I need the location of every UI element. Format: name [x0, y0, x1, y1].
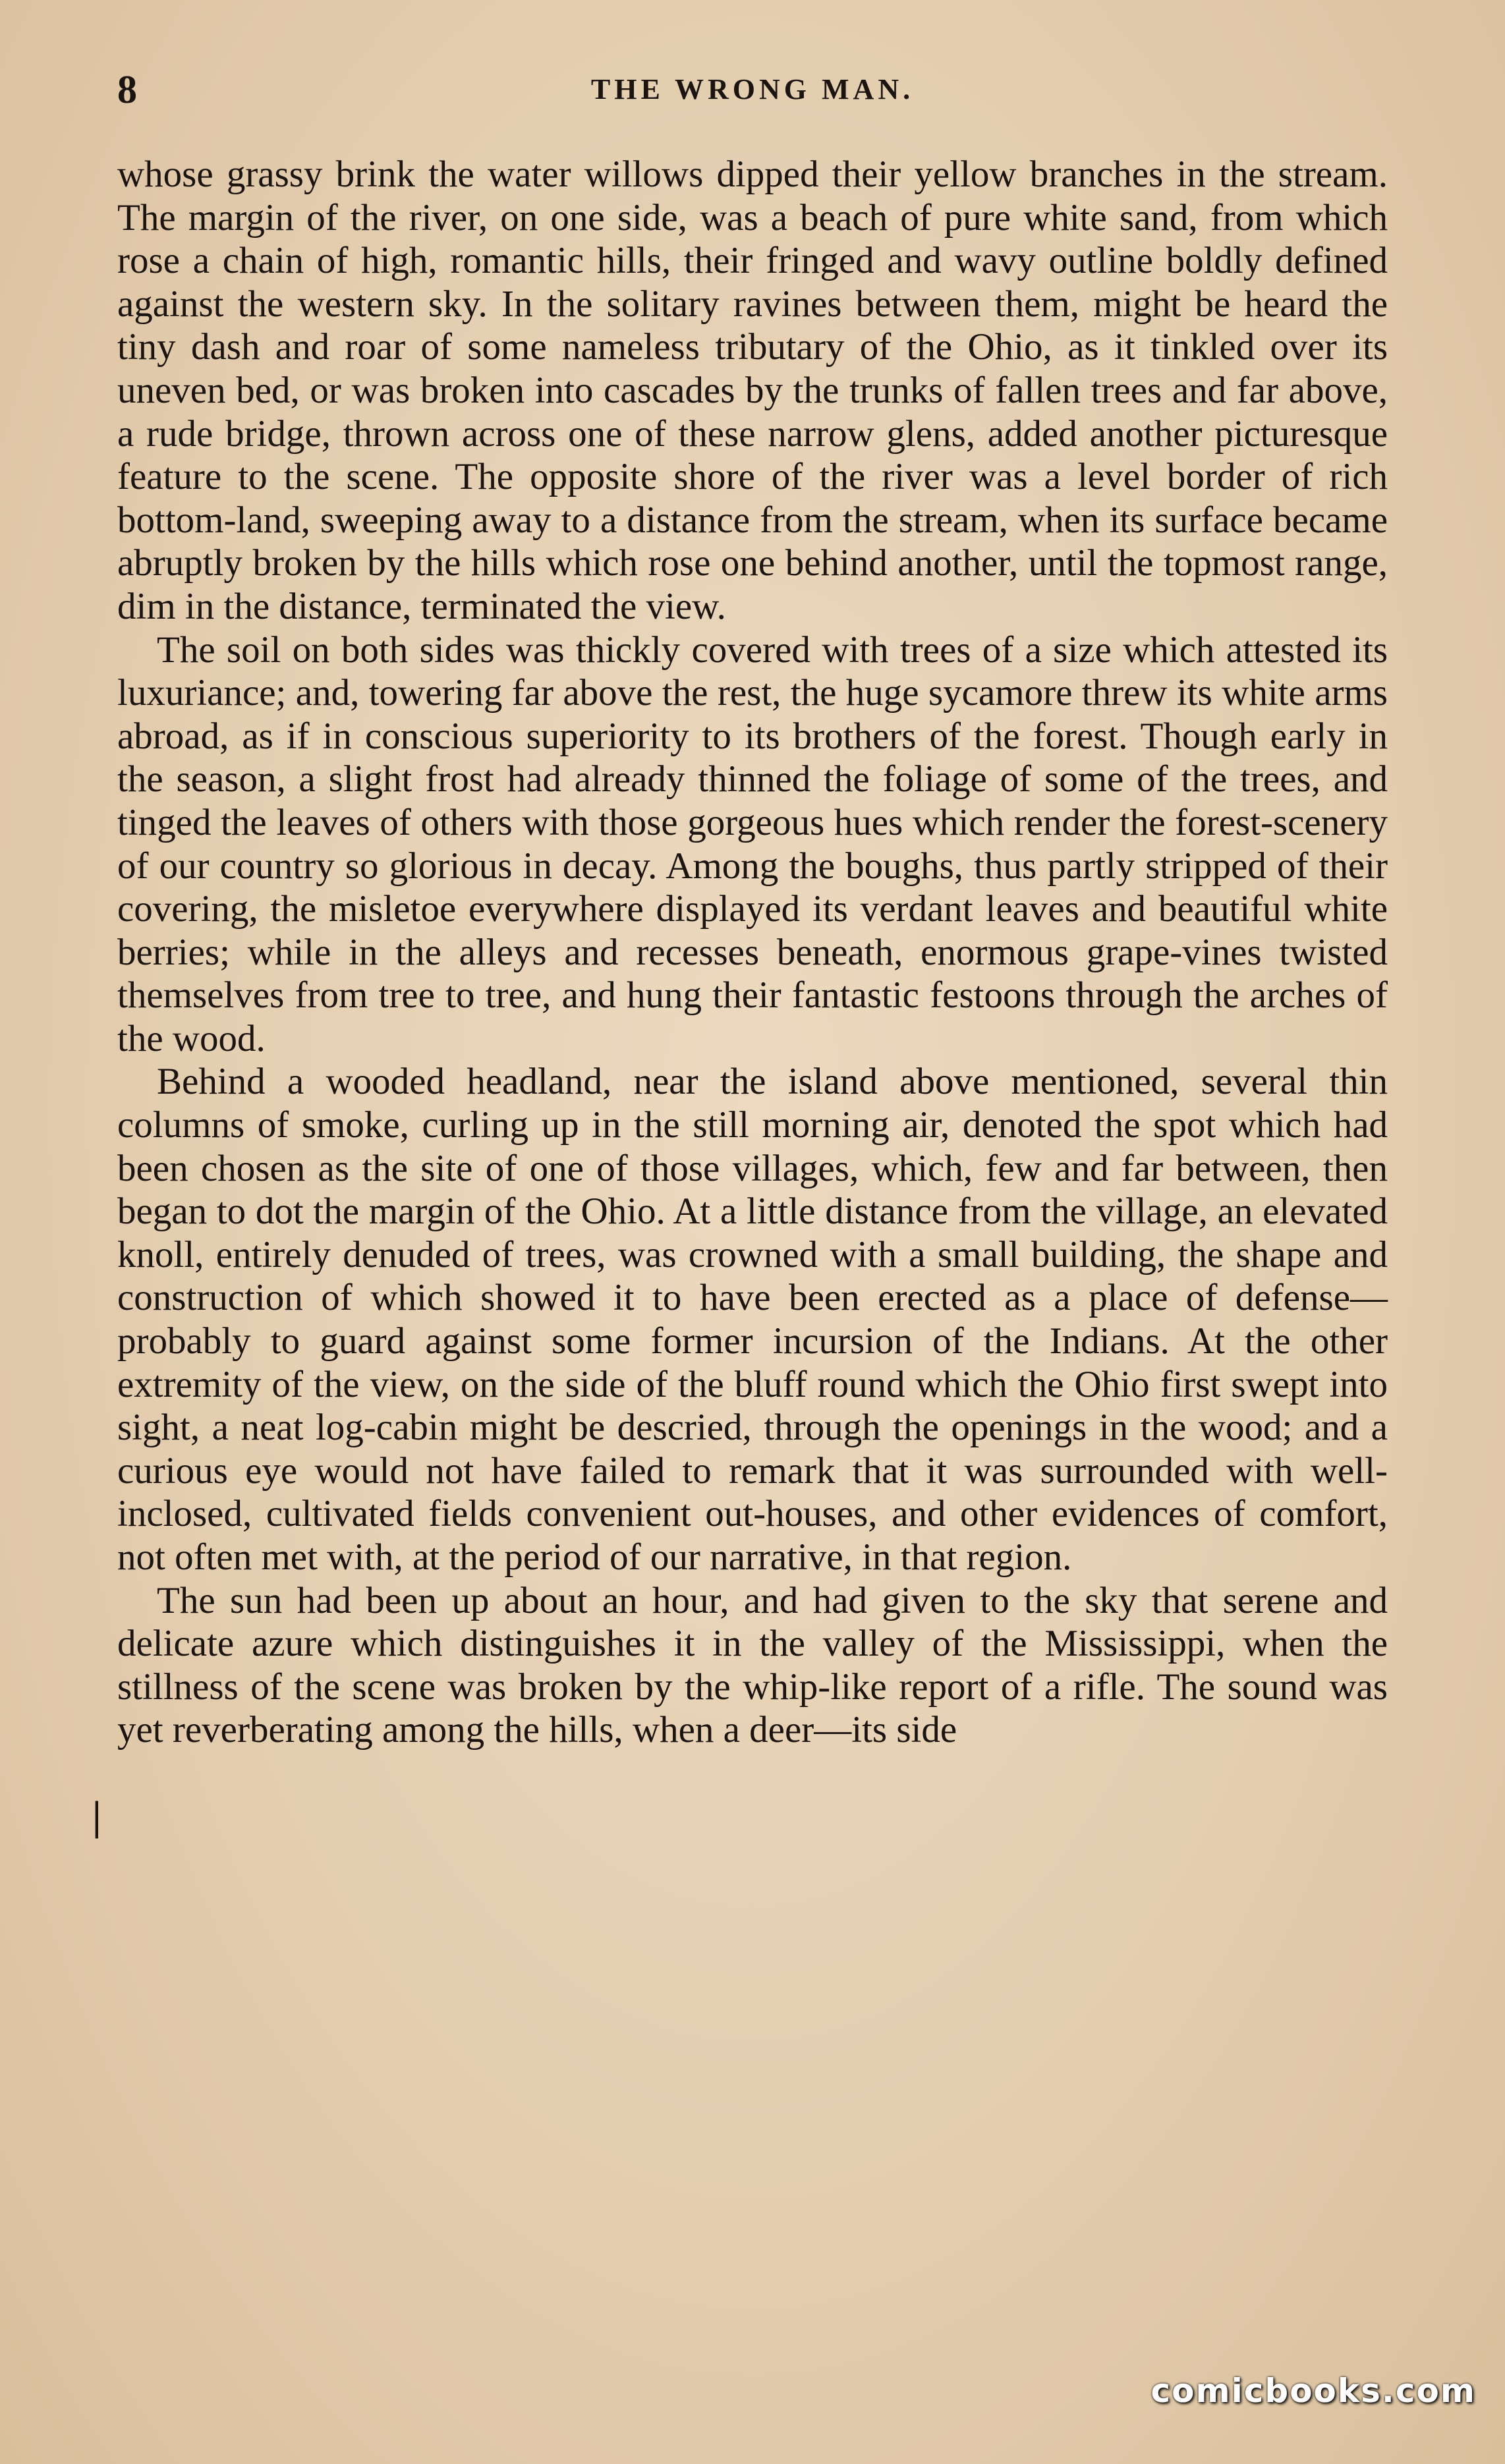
body-text — [117, 153, 1388, 1752]
watermark: comicbooks.com — [1150, 2372, 1476, 2410]
paragraph: Behind a wooded headland, near the island above mentioned, several thin columns of smoke, curling up in the still morning air, denoted the spot which had been chosen as the site of one of those villages, which, few and far between, then began to dot the margin of the Ohio. At a little distance from the village, an elevated knoll, entirely denuded of trees, was crowned with a small building, the shape and construction of which showed it to have been erected as a place of defense—probably to guard against some former incursion of the Indians. At the other extremity of the view, on the side of the bluff round which the Ohio first swept into sight, a neat log-cabin might be descried, through the openings in the wood; and a curious eye would not have failed to remark that it was surrounded with well-inclosed, cultivated fields convenient out-houses, and other evidences of comfort, not often met with, at the period of our narrative, in that region. — [117, 1061, 1388, 1578]
page-header — [117, 63, 1388, 116]
page-number: 8 — [117, 68, 137, 111]
paragraph: The soil on both sides was thickly covered with trees of a size which attested its luxuriance; and, towering far above the rest, the huge sycamore threw its white arms abroad, as if in conscious superiority to its brothers of the forest. Though early in the season, a slight frost had already thinned the foliage of some of the trees, and tinged the leaves of others with those gorgeous hues which render the forest-scenery of our country so glorious in decay. Among the boughs, thus partly stripped of their covering, the misletoe everywhere displayed its verdant leaves and beautiful white berries; while in the alleys and recesses beneath, enormous grape-vines twisted themselves from tree to tree, and hung their fantastic festoons through the arches of the wood. — [117, 629, 1388, 1059]
running-head: THE WRONG MAN. — [590, 73, 915, 105]
paragraph: The sun had been up about an hour, and had given to the sky that serene and delicate azure which distinguishes it in the valley of the Mississippi, when the stillness of the scene was broken by the whip-like report of a rifle. The sound was yet reverberating among the hills, when a deer—its side — [117, 1579, 1388, 1751]
margin-mark: | — [92, 1794, 101, 1839]
paragraph: whose grassy brink the water willows dipped their yellow branches in the stream. The margin of the river, on one side, was a beach of pure white sand, from which rose a chain of high, romantic hills, their fringed and wavy outline boldly defined against the western sky. In the solitary ravines between them, might be heard the tiny dash and roar of some nameless tributary of the Ohio, as it tinkled over its uneven bed, or was broken into cascades by the trunks of fallen trees and far above, a rude bridge, thrown across one of these narrow glens, added another picturesque feature to the scene. The opposite shore of the river was a level border of rich bottom-land, sweeping away to a distance from the stream, when its surface became abruptly broken by the hills which rose one behind another, until the topmost range, dim in the distance, terminated the view. — [117, 154, 1388, 627]
